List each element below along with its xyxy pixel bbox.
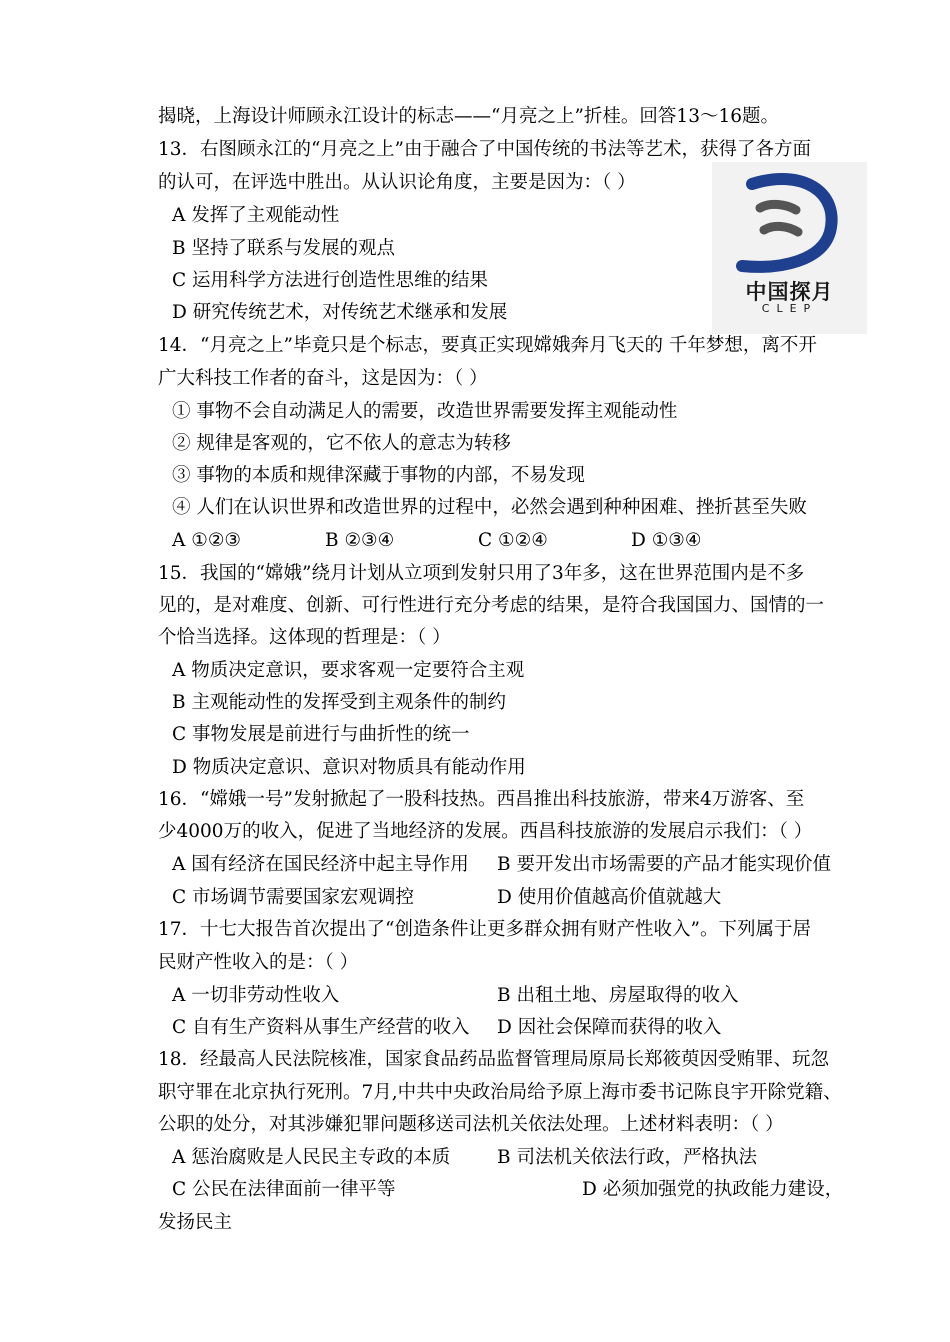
q13-stem-line-2: 的认可，在评选中胜出。从认识论角度，主要是因为：（ ） bbox=[158, 172, 636, 193]
q13-option-b: B 坚持了联系与发展的观点 bbox=[172, 238, 395, 259]
clep-logo bbox=[712, 162, 867, 334]
q17-option-b: B 出租土地、房屋取得的收入 bbox=[497, 985, 739, 1006]
q18-option-b: B 司法机关依法行政，严格执法 bbox=[497, 1147, 757, 1168]
q18-option-c: C 公民在法律面前一律平等 bbox=[172, 1179, 396, 1200]
intro-line: 揭晓，上海设计师顾永江设计的标志——“月亮之上”折桂。回答13～16题。 bbox=[158, 106, 779, 127]
q18-stem-line-1: 18．经最高人民法院核准，国家食品药品监督管理局原局长郑筱萸因受贿罪、玩忽 bbox=[158, 1049, 830, 1070]
q16-option-c: C 市场调节需要国家宏观调控 bbox=[172, 887, 415, 908]
q14-option-d: D ①③④ bbox=[631, 530, 702, 551]
q14-option-a: A ①②③ bbox=[172, 530, 241, 551]
q17-stem-line-1: 17．十七大报告首次提出了“创造条件让更多群众拥有财产性收入”。下列属于居 bbox=[158, 919, 811, 940]
q14-item-2: ② 规律是客观的，它不依人的意志为转移 bbox=[172, 433, 511, 454]
q15-option-a: A 物质决定意识，要求客观一定要符合主观 bbox=[172, 660, 525, 681]
q18-option-d-continued: 发扬民主 bbox=[158, 1212, 233, 1233]
logo-text-en: CLEP bbox=[761, 302, 818, 315]
q14-item-3: ③ 事物的本质和规律深藏于事物的内部，不易发现 bbox=[172, 465, 585, 486]
q17-stem-line-2: 民财产性收入的是：（ ） bbox=[158, 952, 359, 973]
q14-item-1: ① 事物不会自动满足人的需要，改造世界需要发挥主观能动性 bbox=[172, 401, 678, 422]
q14-option-b: B ②③④ bbox=[325, 530, 395, 551]
q17-option-d: D 因社会保障而获得的收入 bbox=[497, 1017, 722, 1038]
q14-option-c: C ①②④ bbox=[478, 530, 548, 551]
q18-stem-line-2: 职守罪在北京执行死刑。7月,中共中央政治局给予原上海市委书记陈良宇开除党籍、 bbox=[158, 1082, 842, 1103]
q17-option-a: A 一切非劳动性收入 bbox=[172, 985, 340, 1006]
q14-stem-line-1: 14．“月亮之上”毕竟只是个标志，要真正实现嫦娥奔月飞天的 千年梦想，离不开 bbox=[158, 335, 817, 356]
q16-stem-line-1: 16．“嫦娥一号”发射掀起了一股科技热。西昌推出科技旅游，带来4万游客、至 bbox=[158, 789, 805, 810]
q18-option-a: A 惩治腐败是人民民主专政的本质 bbox=[172, 1147, 451, 1168]
q15-option-c: C 事物发展是前进行与曲折性的统一 bbox=[172, 724, 470, 745]
q14-stem-line-2: 广大科技工作者的奋斗，这是因为：（ ） bbox=[158, 368, 488, 389]
q13-stem-line-1: 13．右图顾永江的“月亮之上”由于融合了中国传统的书法等艺术，获得了各方面 bbox=[158, 139, 811, 160]
q13-option-c: C 运用科学方法进行创造性思维的结果 bbox=[172, 270, 489, 291]
q15-option-d: D 物质决定意识、意识对物质具有能动作用 bbox=[172, 757, 526, 778]
q14-item-4: ④ 人们在认识世界和改造世界的过程中，必然会遇到种种困难、挫折甚至失败 bbox=[172, 497, 807, 518]
q15-option-b: B 主观能动性的发挥受到主观条件的制约 bbox=[172, 692, 506, 713]
moon-logo-icon bbox=[712, 162, 867, 282]
q15-stem-line-2: 见的，是对难度、创新、可行性进行充分考虑的结果，是符合我国国力、国情的一 bbox=[158, 595, 825, 616]
q16-option-b: B 要开发出市场需要的产品才能实现价值 bbox=[497, 854, 831, 875]
q15-stem-line-1: 15．我国的“嫦娥”绕月计划从立项到发射只用了3年多，这在世界范围内是不多 bbox=[158, 563, 805, 584]
q18-stem-line-3: 公职的处分，对其涉嫌犯罪问题移送司法机关依法处理。上述材料表明：（ ） bbox=[158, 1114, 784, 1135]
q18-option-d: D 必须加强党的执政能力建设， bbox=[582, 1179, 844, 1200]
q16-option-a: A 国有经济在国民经济中起主导作用 bbox=[172, 854, 469, 875]
q13-option-d: D 研究传统艺术，对传统艺术继承和发展 bbox=[172, 302, 508, 323]
q16-stem-line-2: 少4000万的收入，促进了当地经济的发展。西昌科技旅游的发展启示我们：（ ） bbox=[158, 821, 813, 842]
q13-option-a: A 发挥了主观能动性 bbox=[172, 205, 340, 226]
q17-option-c: C 自有生产资料从事生产经营的收入 bbox=[172, 1017, 470, 1038]
logo-text-cn: 中国探月 bbox=[745, 280, 834, 304]
q16-option-d: D 使用价值越高价值就越大 bbox=[497, 887, 722, 908]
q15-stem-line-3: 个恰当选择。这体现的哲理是：（ ） bbox=[158, 627, 451, 648]
